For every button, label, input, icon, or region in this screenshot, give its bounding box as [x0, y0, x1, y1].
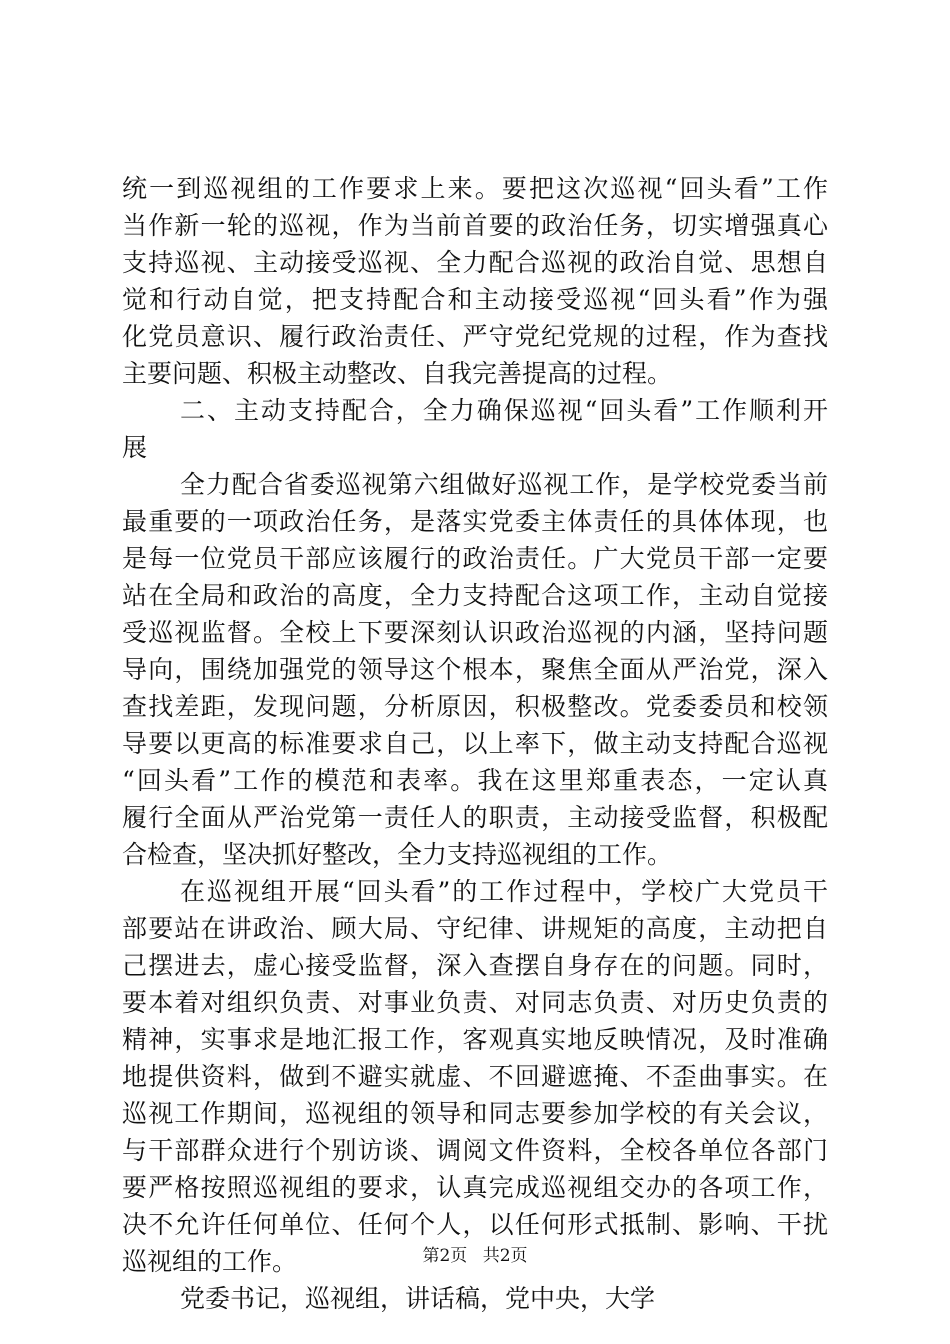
text-line: 支持巡视、主动接受巡视、全力配合巡视的政治自觉、思想自: [122, 248, 828, 277]
document-body: [122, 170, 828, 1317]
text-line: 展: [122, 433, 148, 462]
text-line: 与干部群众进行个别访谈、调阅文件资料，全校各单位各部门: [122, 1136, 828, 1165]
text-line: 统一到巡视组的工作要求上来。要把这次巡视“回头看”工作: [122, 174, 828, 203]
text-line: 决不允许任何单位、任何个人，以任何形式抵制、影响、干扰: [122, 1210, 828, 1239]
text-line: 党委书记，巡视组，讲话稿，党中央，大学: [180, 1284, 656, 1313]
text-line: 合检查，坚决抓好整改，全力支持巡视组的工作。: [122, 840, 673, 869]
paragraph: [122, 170, 828, 392]
text-line: 导向，围绕加强党的领导这个根本，聚焦全面从严治党，深入: [122, 655, 828, 684]
text-line: 己摆进去，虚心接受监督，深入查摆自身存在的问题。同时，: [122, 951, 828, 980]
text-line: 部要站在讲政治、顾大局、守纪律、讲规矩的高度，主动把自: [122, 914, 828, 943]
text-line: 站在全局和政治的高度，全力支持配合这项工作，主动自觉接: [122, 581, 828, 610]
text-line: 要本着对组织负责、对事业负责、对同志负责、对历史负责的: [122, 988, 828, 1017]
page-number-total: 共2页: [482, 1246, 528, 1266]
text-line: 地提供资料，做到不避实就虚、不回避遮掩、不歪曲事实。在: [122, 1062, 828, 1091]
paragraph: [122, 1280, 828, 1317]
text-line: 精神，实事求是地汇报工作，客观真实地反映情况，及时准确: [122, 1025, 828, 1054]
text-line: 巡视工作期间，巡视组的领导和同志要参加学校的有关会议，: [122, 1099, 828, 1128]
paragraph: [122, 392, 828, 466]
text-line: 觉和行动自觉，把支持配合和主动接受巡视“回头看”作为强: [122, 285, 828, 314]
paragraph: [122, 466, 828, 873]
text-line: 最重要的一项政治任务，是落实党委主体责任的具体体现，也: [122, 507, 828, 536]
text-line: “回头看”工作的模范和表率。我在这里郑重表态，一定认真: [122, 766, 828, 795]
page-number-current: 第2页: [422, 1246, 468, 1266]
text-line: 是每一位党员干部应该履行的政治责任。广大党员干部一定要: [122, 544, 828, 573]
text-line: 受巡视监督。全校上下要深刻认识政治巡视的内涵，坚持问题: [122, 618, 828, 647]
text-line: 履行全面从严治党第一责任人的职责，主动接受监督，积极配: [122, 803, 828, 832]
text-line: 在巡视组开展“回头看”的工作过程中，学校广大党员干: [180, 877, 828, 906]
text-line: 全力配合省委巡视第六组做好巡视工作，是学校党委当前: [180, 470, 828, 499]
text-line: 查找差距，发现问题，分析原因，积极整改。党委委员和校领: [122, 692, 828, 721]
text-line: 要严格按照巡视组的要求，认真完成巡视组交办的各项工作，: [122, 1173, 828, 1202]
text-line: 主要问题、积极主动整改、自我完善提高的过程。: [122, 359, 673, 388]
text-line: 化党员意识、履行政治责任、严守党纪党规的过程，作为查找: [122, 322, 828, 351]
text-line: 当作新一轮的巡视，作为当前首要的政治任务，切实增强真心: [122, 211, 828, 240]
text-line: 二、主动支持配合，全力确保巡视“回头看”工作顺利开: [180, 396, 828, 425]
text-line: 巡视组的工作。: [122, 1247, 298, 1276]
paragraph: [122, 873, 828, 1280]
page-footer: [0, 1244, 950, 1268]
text-line: 导要以更高的标准要求自己，以上率下，做主动支持配合巡视: [122, 729, 828, 758]
